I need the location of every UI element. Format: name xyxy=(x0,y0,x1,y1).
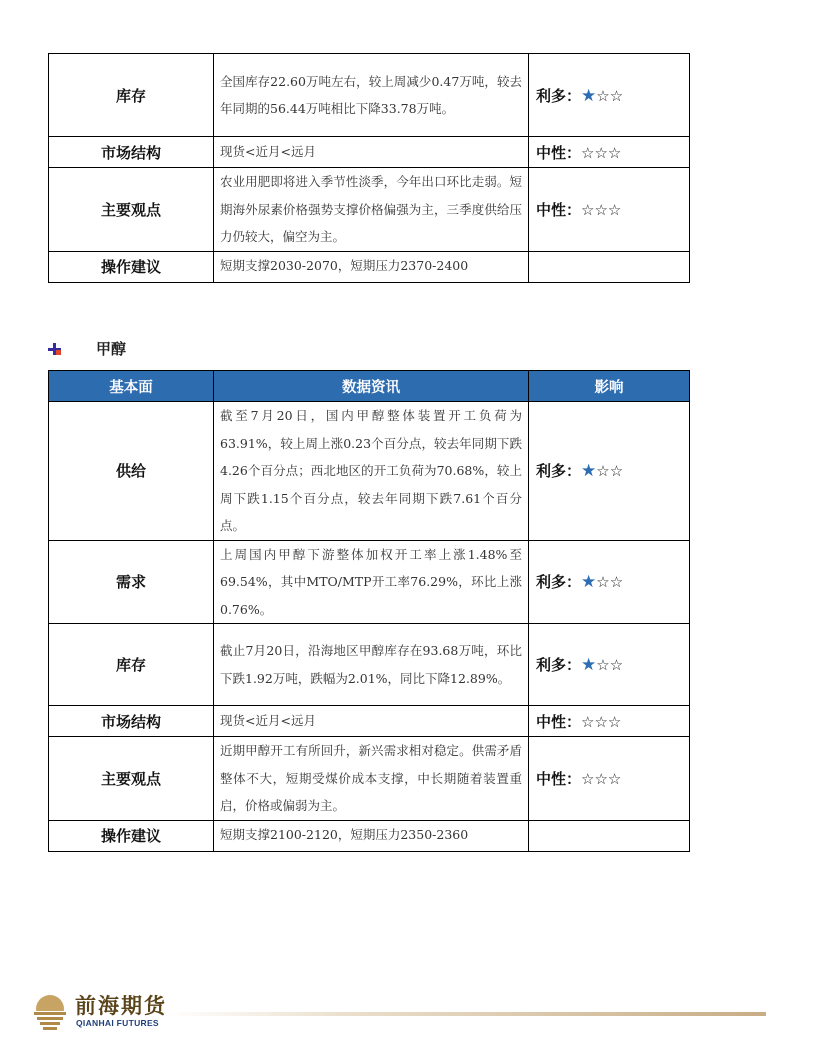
row-info: 现货<近月<远月 xyxy=(214,706,529,737)
page-footer xyxy=(30,990,766,1036)
table-row xyxy=(49,137,690,168)
column-header: 基本面 xyxy=(49,371,214,402)
methanol-table xyxy=(48,370,690,852)
row-label: 库存 xyxy=(49,54,214,137)
row-label: 操作建议 xyxy=(49,820,214,851)
section-title: 甲醇 xyxy=(96,340,127,358)
row-info: 全国库存22.60万吨左右，较上周减少0.47万吨，较去年同期的56.44万吨相比下降33.78万吨。 xyxy=(214,54,529,137)
impact-cell xyxy=(529,540,690,624)
impact-cell xyxy=(529,624,690,706)
bullet-icon xyxy=(48,342,62,356)
row-label: 市场结构 xyxy=(49,706,214,737)
section-heading xyxy=(48,338,126,359)
column-header: 影响 xyxy=(529,371,690,402)
impact-cell xyxy=(529,402,690,541)
star-empty-icon: ☆☆ xyxy=(596,656,624,674)
impact-label: 中性： xyxy=(536,200,582,219)
urea-table xyxy=(48,53,690,283)
logo-chinese-name: 前海期货 xyxy=(75,993,167,1018)
impact-cell xyxy=(529,168,690,252)
table-row xyxy=(49,168,690,252)
table-row xyxy=(49,251,690,282)
table-row xyxy=(49,737,690,821)
row-info: 截止7月20日，沿海地区甲醇库存在93.68万吨，环比下跌1.92万吨，跌幅为2.01%，同比下降12.89%。 xyxy=(214,624,529,706)
row-label: 主要观点 xyxy=(49,737,214,821)
table-row xyxy=(49,402,690,541)
star-empty-icon: ☆☆☆ xyxy=(581,769,622,788)
star-full-icon: ★ xyxy=(581,572,597,593)
impact-label: 中性： xyxy=(536,769,582,788)
impact-cell xyxy=(529,251,690,282)
column-header: 数据资讯 xyxy=(214,371,529,402)
row-label: 供给 xyxy=(49,402,214,541)
company-logo-icon xyxy=(30,993,70,1033)
star-empty-icon: ☆☆ xyxy=(596,573,624,592)
star-empty-icon: ☆☆☆ xyxy=(581,712,622,731)
row-label: 主要观点 xyxy=(49,168,214,252)
row-info: 现货<近月<远月 xyxy=(214,137,529,168)
impact-label: 中性： xyxy=(536,143,582,162)
footer-divider xyxy=(168,1012,766,1016)
table-row xyxy=(49,54,690,137)
star-empty-icon: ☆☆ xyxy=(596,86,624,105)
star-empty-icon: ☆☆ xyxy=(596,462,624,481)
row-label: 市场结构 xyxy=(49,137,214,168)
impact-label: 利多： xyxy=(536,573,582,592)
impact-cell xyxy=(529,706,690,737)
table-header-row xyxy=(49,371,690,402)
table-row xyxy=(49,624,690,706)
impact-cell xyxy=(529,54,690,137)
row-info: 短期支撑2100-2120，短期压力2350-2360 xyxy=(214,820,529,851)
impact-cell xyxy=(529,820,690,851)
row-info: 截至7月20日，国内甲醇整体装置开工负荷为63.91%，较上周上涨0.23个百分点，较去年同期下跌4.26个百分点；西北地区的开工负荷为70.68%，较上周下跌1.15个百分点，较去年同期下跌7.61个百分点。 xyxy=(214,402,529,541)
impact-label: 利多： xyxy=(536,86,582,105)
table-row xyxy=(49,706,690,737)
star-empty-icon: ☆☆☆ xyxy=(581,143,622,162)
impact-label: 利多： xyxy=(536,656,582,674)
row-label: 库存 xyxy=(49,624,214,706)
impact-label: 中性： xyxy=(536,712,582,731)
row-label: 操作建议 xyxy=(49,251,214,282)
star-empty-icon: ☆☆☆ xyxy=(581,200,622,219)
row-info: 农业用肥即将进入季节性淡季，今年出口环比走弱。短期海外尿素价格强势支撑价格偏强为主，三季度供给压力仍较大，偏空为主。 xyxy=(214,168,529,252)
row-info: 上周国内甲醇下游整体加权开工率上涨1.48%至69.54%，其中MTO/MTP开工率76.29%，环比上涨0.76%。 xyxy=(214,540,529,624)
impact-label: 利多： xyxy=(536,462,582,481)
row-info: 近期甲醇开工有所回升，新兴需求相对稳定。供需矛盾整体不大，短期受煤价成本支撑，中长期随着装置重启，价格或偏弱为主。 xyxy=(214,737,529,821)
table-row xyxy=(49,540,690,624)
impact-cell xyxy=(529,737,690,821)
logo-english-name: QIANHAI FUTURES xyxy=(76,1018,159,1028)
impact-cell xyxy=(529,137,690,168)
table-row xyxy=(49,820,690,851)
star-full-icon: ★ xyxy=(581,655,597,675)
row-label: 需求 xyxy=(49,540,214,624)
row-info: 短期支撑2030-2070，短期压力2370-2400 xyxy=(214,251,529,282)
star-full-icon: ★ xyxy=(581,461,597,482)
star-full-icon: ★ xyxy=(581,85,597,106)
